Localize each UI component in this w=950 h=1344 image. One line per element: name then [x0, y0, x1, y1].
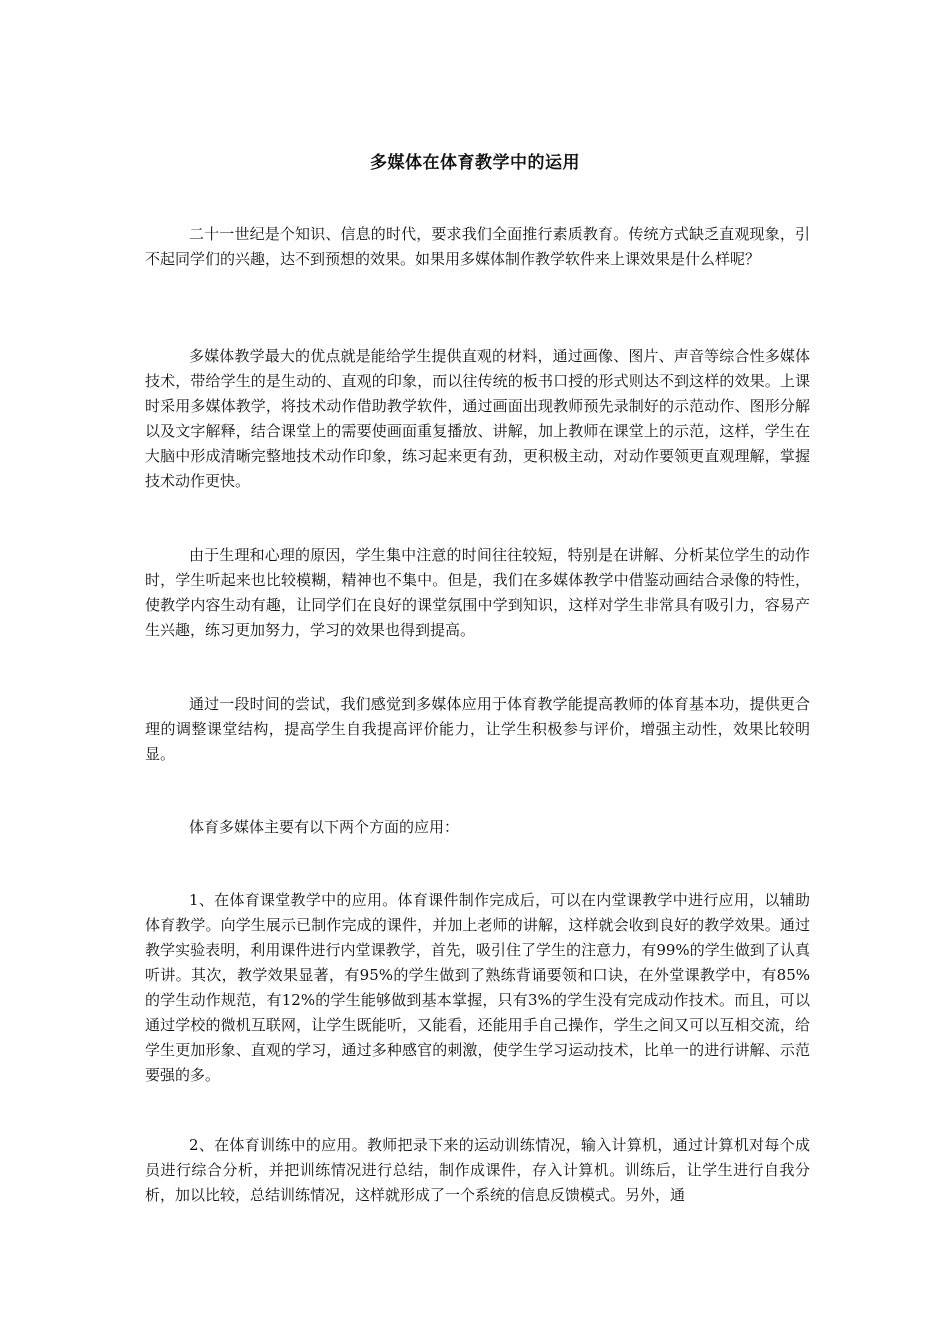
document-title: 多媒体在体育教学中的运用: [370, 153, 580, 173]
paragraph-intro: 二十一世纪是个知识、信息的时代，要求我们全面推行素质教育。传统方式缺乏直观现象，引不起同学们的兴趣，达不到预想的效果。如果用多媒体制作教学软件来上课效果是什么样呢？: [145, 225, 810, 268]
paragraph-classroom-application: 1、在体育课堂教学中的应用。体育课件制作完成后，可以在内堂课教学中进行应用，以辅助体育教学。向学生展示已制作完成的课件，并加上老师的讲解，这样就会收到良好的教学效果。通过教学实验表明，利用课件进行内堂课教学，首先，吸引住了学生的注意力，有99%的学生做到了认真听讲。其次，教学效果显著，有95%的学生做到了熟练背诵要领和口诀，在外堂课教学中，有85%的学生动作规范，有12%的学生能够做到基本掌握，只有3%的学生没有完成动作技术。而且，可以通过学校的微机互联网，让学生既能听，又能看，还能用手自己操作，学生之间又可以互相交流，给学生更加形象、直观的学习，通过多种感官的刺激，使学生学习运动技术，比单一的进行讲解、示范要强的多。: [145, 891, 810, 1084]
paragraph-results: 通过一段时间的尝试，我们感觉到多媒体应用于体育教学能提高教师的体育基本功，提供更合理的调整课堂结构，提高学生自我提高评价能力，让学生积极参与评价，增强主动性，效果比较明显。: [145, 695, 810, 763]
paragraph-training-application: 2、在体育训练中的应用。教师把录下来的运动训练情况，输入计算机，通过计算机对每个成员进行综合分析，并把训练情况进行总结，制作成课件，存入计算机。训练后，让学生进行自我分析，加以比较，总结训练情况，这样就形成了一个系统的信息反馈模式。另外，通: [145, 1136, 810, 1204]
paragraph-attention: 由于生理和心理的原因，学生集中注意的时间往往较短，特别是在讲解、分析某位学生的动作时，学生听起来也比较模糊，精神也不集中。但是，我们在多媒体教学中借鉴动画结合录像的特性，使教学内容生动有趣，让同学们在良好的课堂氛围中学到知识，这样对学生非常具有吸引力，容易产生兴趣，练习更加努力，学习的效果也得到提高。: [145, 546, 810, 639]
paragraph-applications-intro: 体育多媒体主要有以下两个方面的应用：: [189, 818, 460, 836]
paragraph-advantages: 多媒体教学最大的优点就是能给学生提供直观的材料，通过画像、图片、声音等综合性多媒体技术，带给学生的是生动的、直观的印象，而以往传统的板书口授的形式则达不到这样的效果。上课时采用多媒体教学，将技术动作借助教学软件，通过画面出现教师预先录制好的示范动作、图形分解以及文字解释，结合课堂上的需要使画面重复播放、讲解，加上教师在课堂上的示范，这样，学生在大脑中形成清晰完整地技术动作印象，练习起来更有劲，更积极主动，对动作要领更直观理解，掌握技术动作更快。: [145, 347, 810, 490]
